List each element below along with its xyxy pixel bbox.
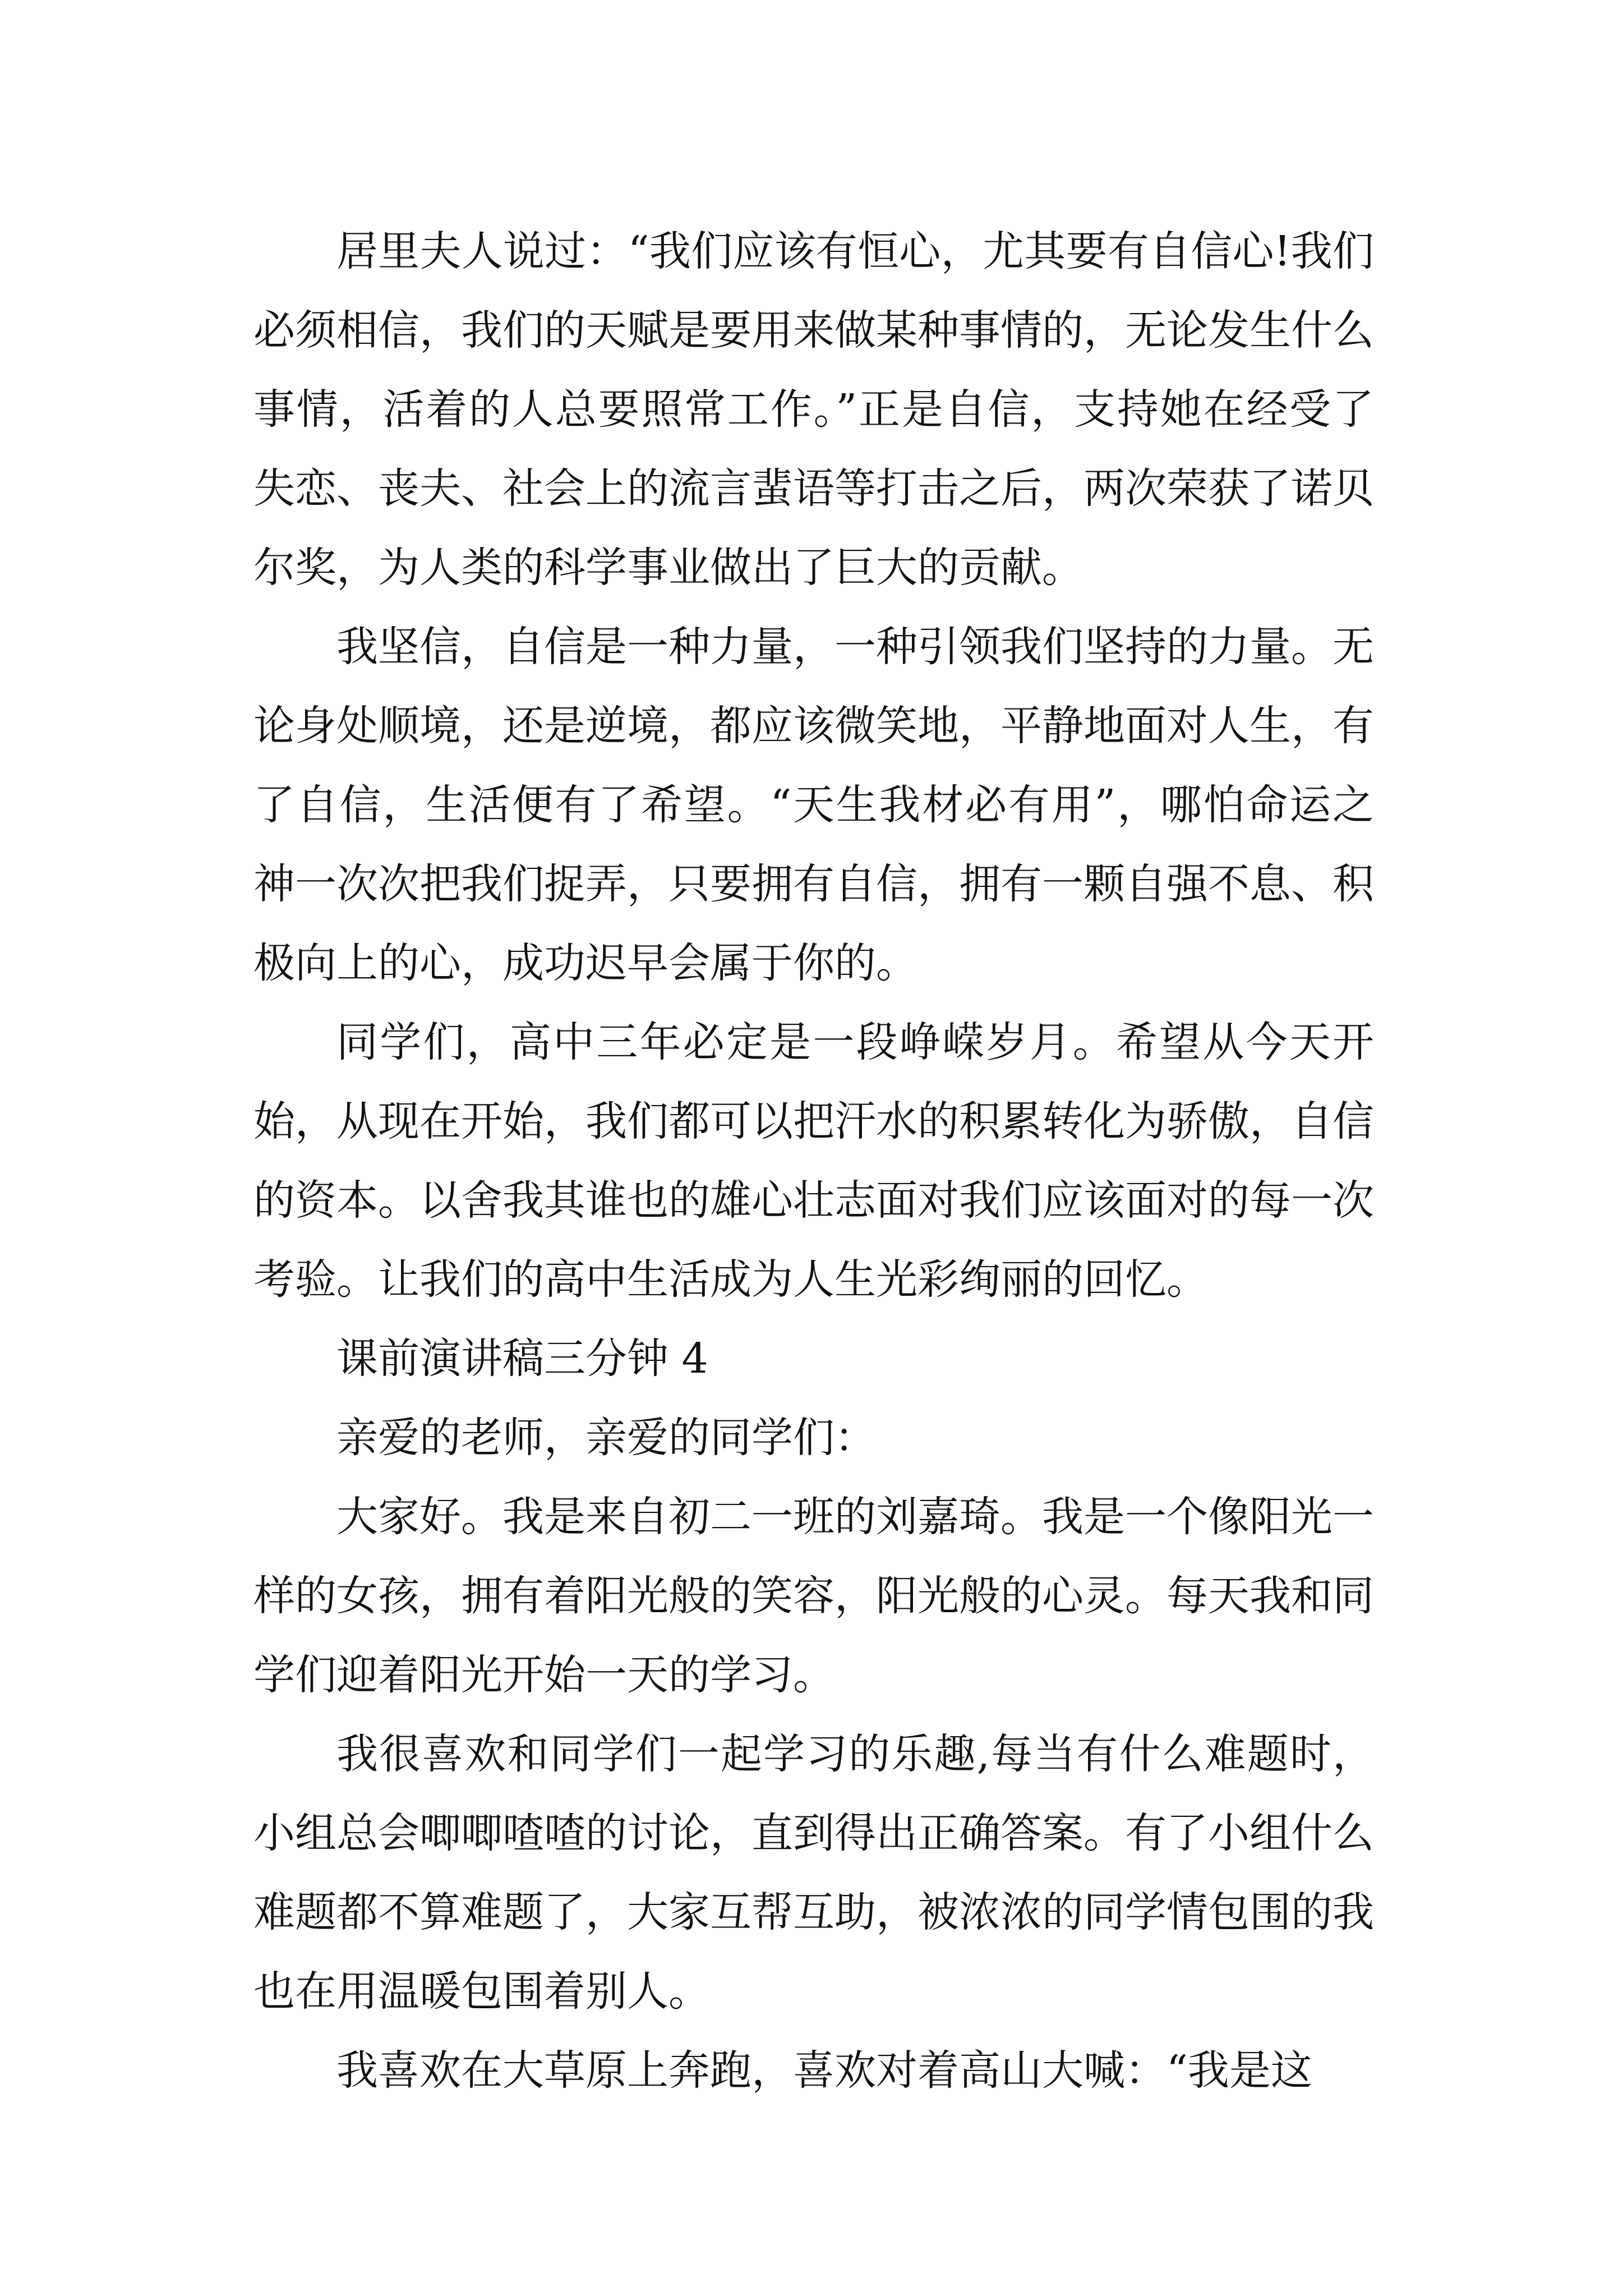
paragraph-introduction: 大家好。我是来自初二一班的刘嘉琦。我是一个像阳光一样的女孩，拥有着阳光般的笑容，阳光般的心灵。每天我和同学们迎着阳光开始一天的学习。 [253,1493,1374,1699]
paragraph-high-school: 同学们，高中三年必定是一段峥嵘岁月。希望从今天开始，从现在开始，我们都可以把汗水的积累转化为骄傲，自信的资本。以舍我其谁也的雄心壮志面对我们应该面对的每一次考验。让我们的高中生活成为人生光彩绚丽的回忆。 [253,1018,1374,1304]
section-heading: 课前演讲稿三分钟 4 [336,1335,708,1383]
document-body [253,212,1374,2110]
paragraph-group-study: 我很喜欢和同学们一起学习的乐趣,每当有什么难题时，小组总会唧唧喳喳的讨论，直到得出正确答案。有了小组什么难题都不算难题了，大家互帮互助，被浓浓的同学情包围的我也在用温暖包围着别人。 [253,1730,1374,2016]
paragraph-curie-quote: 居里夫人说过：“我们应该有恒心，尤其要有自信心!我们必须相信，我们的天赋是要用来做某种事情的，无论发生什么事情，活着的人总要照常工作。”正是自信，支持她在经受了失恋、丧夫、社会上的流言蜚语等打击之后，两次荣获了诺贝尔奖，为人类的科学事业做出了巨大的贡献。 [253,227,1374,592]
paragraph-grassland: 我喜欢在大草原上奔跑，喜欢对着高山大喊：“我是这 [336,2046,1312,2095]
paragraph-self-confidence: 我坚信，自信是一种力量，一种引领我们坚持的力量。无论身处顺境，还是逆境，都应该微笑地，平静地面对人生，有了自信，生活便有了希望。“天生我材必有用”，哪怕命运之神一次次把我们捉弄，只要拥有自信，拥有一颗自强不息、积极向上的心，成功迟早会属于你的。 [253,623,1374,987]
salutation: 亲爱的老师，亲爱的同学们： [336,1414,876,1462]
